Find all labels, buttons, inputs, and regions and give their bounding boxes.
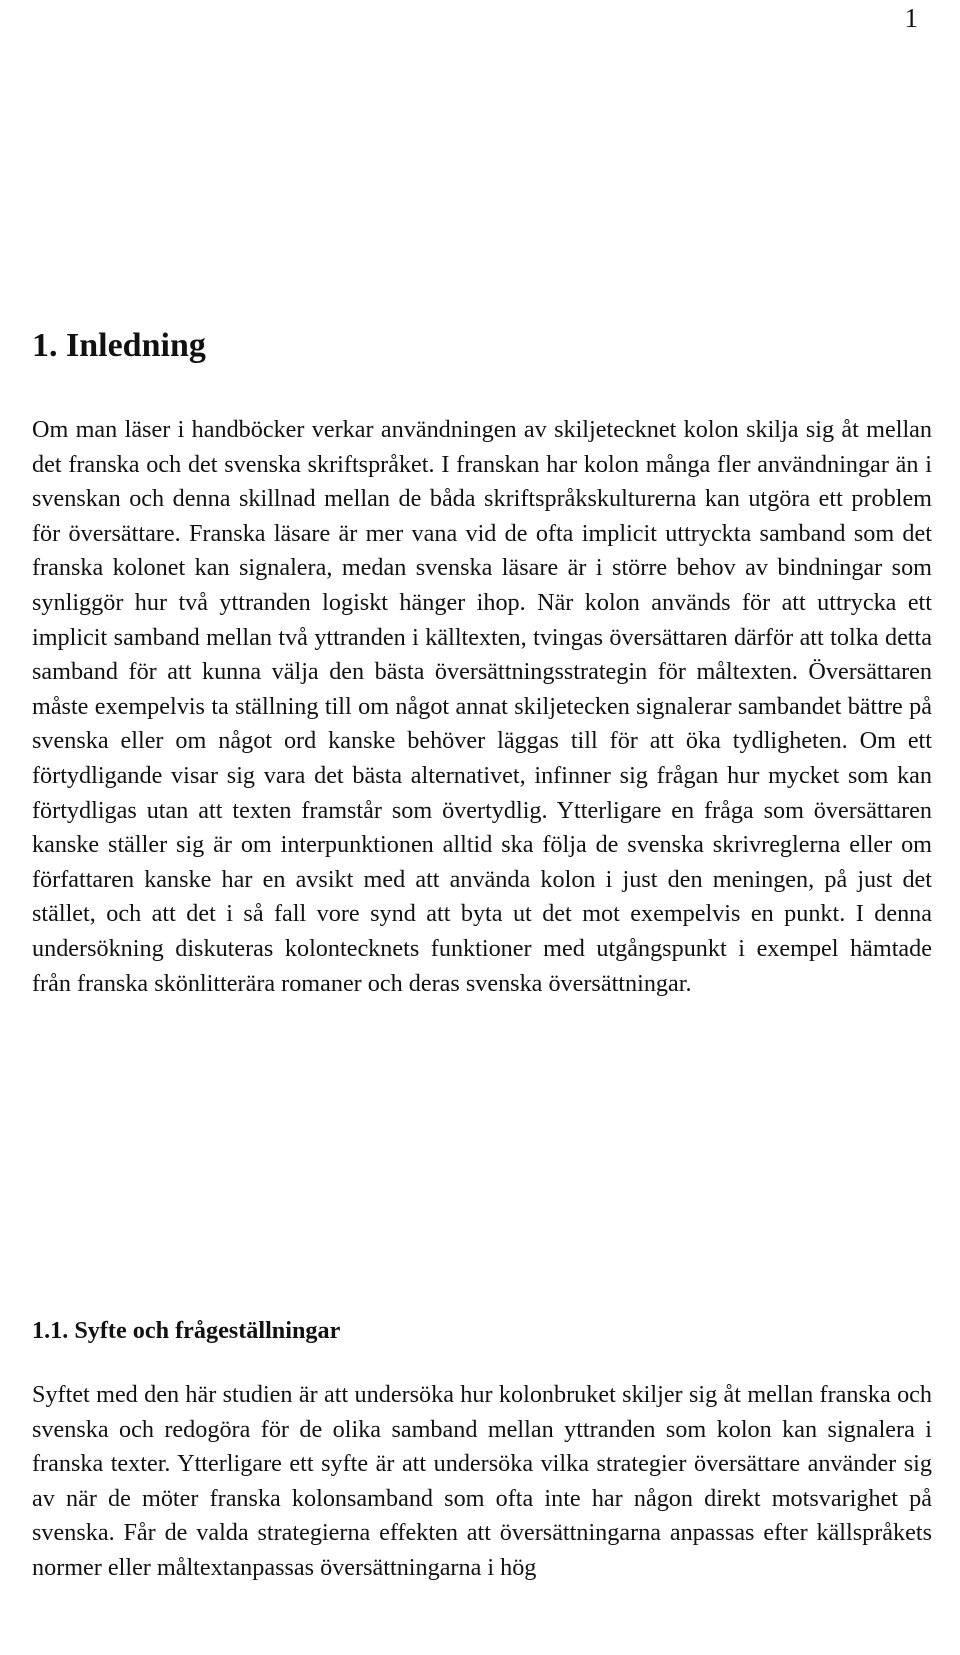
chapter-body: [32, 413, 932, 1001]
chapter-heading: 1. Inledning: [32, 327, 206, 364]
section-body: [32, 1378, 932, 1586]
section-paragraph: Syftet med den här studien är att undersöka hur kolonbruket skiljer sig åt mellan franska och svenska och redogöra för de olika samband mellan yttranden som kolon kan signalera i franska texter. Ytterligare ett syfte är att undersöka vilka strategier översättare använder sig av när de möter franska kolonsamband som ofta inte har någon direkt motsvarighet på svenska. Får de valda strategierna effekten att översättningarna anpassas efter källspråkets normer eller måltextanpassas översättningarna i hög: [32, 1381, 932, 1581]
chapter-paragraph: Om man läser i handböcker verkar användningen av skiljetecknet kolon skilja sig åt mellan det franska och det svenska skriftspråket. I franskan har kolon många fler användningar än i svenskan och denna skillnad mellan de båda skriftspråkskulturerna kan utgöra ett problem för översättare. Franska läsare är mer vana vid de ofta implicit uttryckta samband som det franska kolonet kan signalera, medan svenska läsare är i större behov av bindningar som synliggör hur två yttranden logiskt hänger ihop. När kolon används för att uttrycka ett implicit samband mellan två yttranden i källtexten, tvingas översättaren därför att tolka detta samband för att kunna välja den bästa översättningsstrategin för måltexten. Översättaren måste exempelvis ta ställning till om något annat skiljetecken signalerar sambandet bättre på svenska eller om något ord kanske behöver läggas till för att öka tydligheten. Om ett förtydligande visar sig vara det bästa alternativet, infinner sig frågan hur mycket som kan förtydligas utan att texten framstår som övertydlig. Ytterligare en fråga som översättaren kanske ställer sig är om interpunktionen alltid ska följa de svenska skrivreglerna eller om författaren kanske har en avsikt med att använda kolon i just den meningen, på just det stället, och att det i så fall vore synd att byta ut det mot exempelvis en punkt. I denna undersökning diskuteras kolontecknets funktioner med utgångspunkt i exempel hämtade från franska skönlitterära romaner och deras svenska översättningar.: [32, 416, 932, 997]
section-heading: 1.1. Syfte och frågeställningar: [32, 1317, 341, 1344]
page-number: 1: [904, 3, 918, 33]
